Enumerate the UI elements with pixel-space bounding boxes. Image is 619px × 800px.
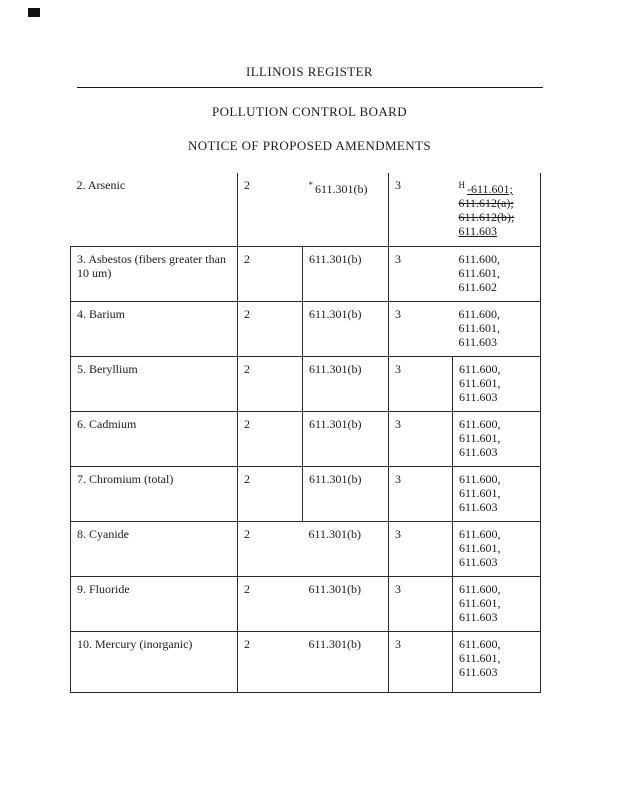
section-reference [459, 610, 538, 624]
count-cell: 2 [238, 411, 303, 466]
amendments-table [70, 173, 541, 693]
level-cell: 3 [389, 246, 453, 301]
count-cell: 2 [244, 178, 250, 192]
section-reference [459, 390, 538, 404]
level-cell: 3 [389, 466, 453, 521]
level-cell: 3 [395, 178, 401, 192]
count-cell: 2 [238, 246, 303, 301]
section-reference [459, 224, 539, 238]
count-cell: 2 [238, 301, 303, 356]
footnote-marker: H [458, 180, 465, 190]
section-reference-text: 611.601, [459, 485, 501, 500]
section-reference [459, 472, 538, 486]
section-reference-text: 611.603 [458, 334, 498, 349]
sections-cell [453, 173, 541, 246]
citation-cell: 611.301(b) [303, 411, 389, 466]
register-title: ILLINOIS REGISTER [77, 64, 543, 88]
citation-cell: 611.301(b) [303, 631, 389, 692]
section-reference-text: 611.603 [459, 444, 498, 459]
section-reference-text: 611.601, [459, 650, 501, 665]
table-row [71, 631, 541, 692]
section-reference [459, 321, 539, 335]
sections-cell [453, 576, 541, 631]
level-cell: 3 [389, 576, 453, 631]
count-cell: 2 [238, 631, 303, 692]
section-reference-text: 611.603 [459, 554, 498, 569]
sections-cell [453, 521, 541, 576]
section-reference [459, 335, 539, 349]
section-reference [459, 527, 538, 541]
section-reference [459, 582, 538, 596]
section-reference-text: 611.600, [459, 361, 501, 376]
citation-cell: 611.301(b) [303, 466, 389, 521]
section-reference [459, 665, 538, 679]
level-cell: 3 [389, 631, 453, 692]
section-reference [459, 252, 539, 266]
section-reference-text: 611.601, [458, 265, 501, 280]
section-reference [459, 555, 538, 569]
sections-cell [453, 356, 541, 411]
section-reference-text: 611.600, [459, 471, 501, 486]
section-reference-text: 611.600, [458, 251, 501, 266]
section-reference-text: 611.600, [458, 306, 501, 321]
section-reference [459, 196, 539, 210]
section-reference [459, 486, 538, 500]
level-cell: 3 [389, 301, 453, 356]
section-reference-text: 611.603 [459, 389, 498, 404]
level-cell: 3 [389, 411, 453, 466]
citation-cell: * 611.301(b) [303, 173, 389, 246]
section-reference [459, 376, 538, 390]
section-reference [459, 280, 539, 294]
section-reference-text: 611.601, [459, 595, 501, 610]
citation-cell: 611.301(b) [303, 576, 389, 631]
count-cell: 2 [238, 576, 303, 631]
notice-title: NOTICE OF PROPOSED AMENDMENTS [187, 138, 432, 153]
sections-cell [453, 411, 541, 466]
contaminant-cell: 10. Mercury (inorganic) [71, 631, 238, 692]
contaminant-cell: 8. Cyanide [71, 521, 238, 576]
table-row [71, 411, 541, 466]
sections-cell [453, 466, 541, 521]
contaminant-cell: 5. Beryllium [71, 356, 238, 411]
contaminant-cell: 7. Chromium (total) [71, 466, 238, 521]
level-cell: 3 [389, 356, 453, 411]
table-row [71, 466, 541, 521]
citation-cell: 611.301(b) [303, 246, 389, 301]
level-cell: 3 [389, 521, 453, 576]
table-row [71, 246, 541, 301]
section-reference-text: 611.601, [459, 375, 501, 390]
section-reference [459, 307, 539, 321]
count-cell: 2 [238, 356, 303, 411]
section-reference [459, 431, 538, 445]
section-reference [459, 445, 538, 459]
section-reference [459, 266, 539, 280]
section-reference [459, 417, 538, 431]
section-reference [459, 651, 538, 665]
section-reference [459, 362, 538, 376]
sections-cell [453, 246, 541, 301]
table-row [71, 521, 541, 576]
section-reference [459, 637, 538, 651]
section-reference [459, 210, 539, 224]
section-reference [459, 178, 539, 196]
table-row [71, 356, 541, 411]
section-reference-text: 611.600, [459, 636, 501, 651]
contaminant-cell: 3. Asbestos (fibers greater than 10 um) [71, 246, 238, 301]
contaminant-cell: 9. Fluoride [71, 576, 238, 631]
contaminant-cell: 4. Barium [71, 301, 238, 356]
table-row [71, 301, 541, 356]
scan-artifact [28, 8, 40, 17]
section-reference-text: 611.600, [459, 581, 501, 596]
citation-cell: 611.301(b) [303, 521, 389, 576]
table-row [71, 576, 541, 631]
section-reference-text: -611.601; [467, 182, 513, 196]
board-title: POLLUTION CONTROL BOARD [211, 104, 408, 119]
count-cell: 2 [238, 466, 303, 521]
count-cell: 2 [238, 521, 303, 576]
amendments-table-body [71, 173, 541, 692]
section-reference-text: 611.601, [459, 540, 501, 555]
section-reference-text: 611.602 [458, 279, 498, 294]
sections-cell [453, 301, 541, 356]
section-reference-text: 611.612(a); [458, 196, 514, 210]
section-reference [459, 500, 538, 514]
section-reference-text: 611.603 [459, 499, 498, 514]
table-row [71, 173, 541, 246]
footnote-marker: * [308, 180, 313, 190]
section-reference [459, 541, 538, 555]
section-reference-text: 611.600, [459, 526, 501, 541]
section-reference-text: 611.603 [459, 664, 498, 679]
sections-cell [453, 631, 541, 692]
section-reference-text: 611.600, [459, 416, 501, 431]
section-reference [459, 596, 538, 610]
section-reference-text: 611.601, [458, 320, 501, 335]
citation-cell: 611.301(b) [303, 301, 389, 356]
contaminant-cell: 6. Cadmium [71, 411, 238, 466]
section-reference-text: 611.603 [458, 224, 498, 238]
citation-cell: 611.301(b) [303, 356, 389, 411]
section-reference-text: 611.603 [459, 609, 498, 624]
contaminant-cell: 2. Arsenic [71, 173, 238, 246]
section-reference-text: 611.601, [459, 430, 501, 445]
section-reference-text: 611.612(b); [458, 210, 515, 224]
